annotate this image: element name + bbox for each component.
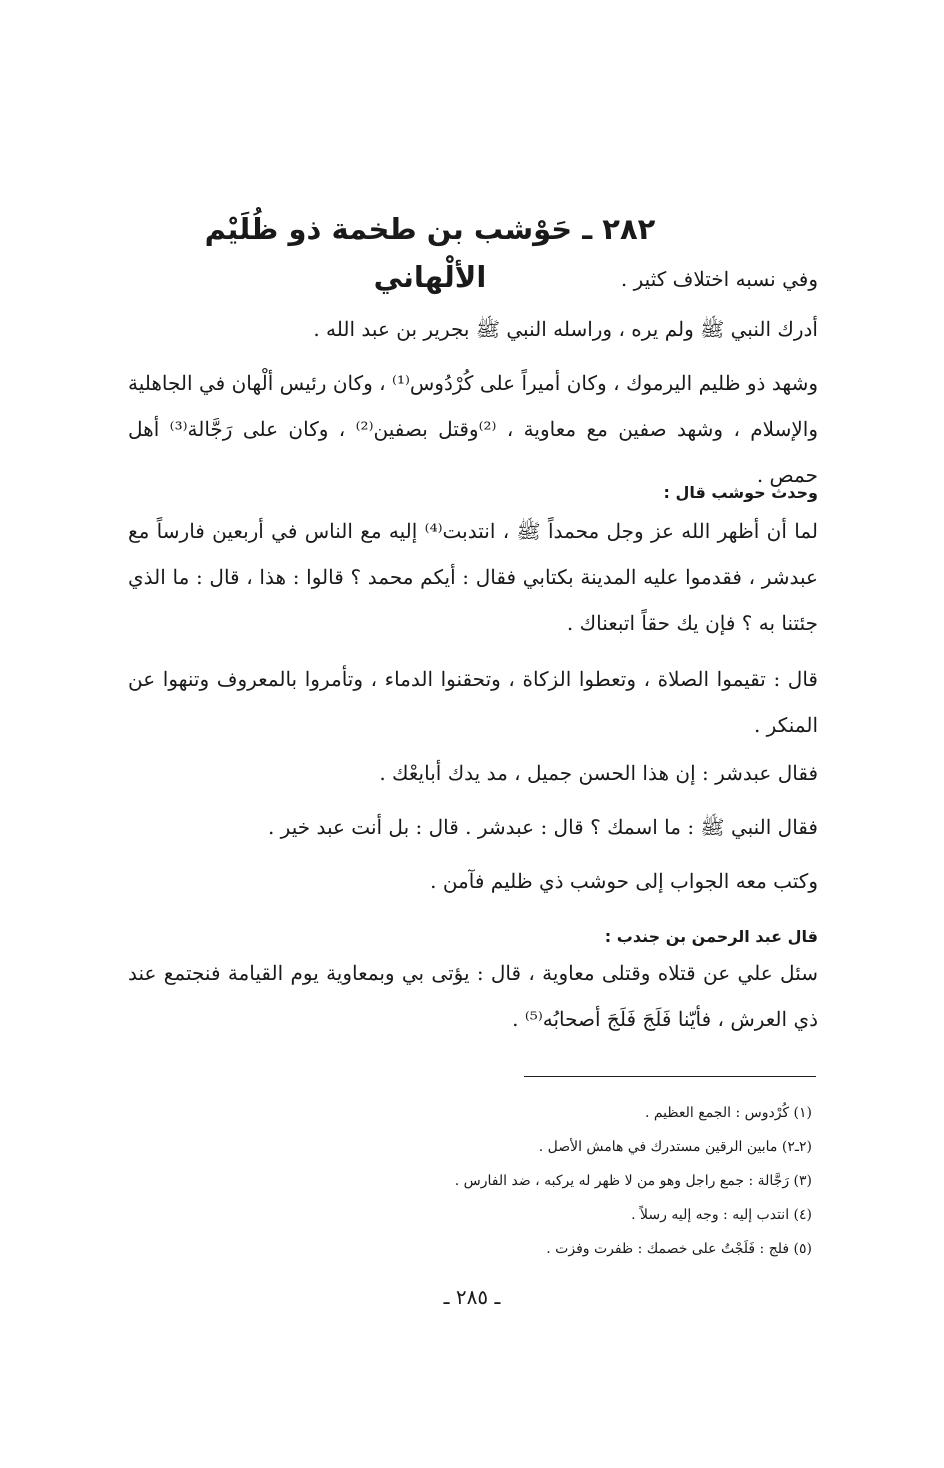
paragraph-yarmouk: وشهد ذو ظليم اليرموك ، وكان أميراً على كُرْدُوس⁽¹⁾ ، وكان رئيس ألْهان في الجاهلية والإسلام ، وشهد صفين مع معاوية ، ⁽²⁾وقتل بصفين⁽²⁾ ، وكان على رَجَّالة⁽³⁾ أهل حمص . — [128, 371, 818, 487]
narration-heading-abdulrahman: قال عبد الرحمن بن جندب : — [604, 927, 818, 946]
paragraph-prophet-reply: قال : تقيموا الصلاة ، وتعطوا الزكاة ، وتحقنوا الدماء ، وتأمروا بالمعروف وتنهوا عن المنكر . — [128, 667, 818, 737]
footnotes-list — [455, 1096, 812, 1266]
page-number: ـ ٢٨٥ ـ — [443, 1285, 501, 1309]
paragraph-lineage: وفي نسبه اختلاف كثير . — [620, 267, 818, 291]
paragraph-ali-question: سئل علي عن قتلاه وقتلى معاوية ، قال : يؤتى بي وبمعاوية يوم القيامة فنجتمع عند ذي العرش ، فأيّنا فَلَجَ فَلَجَ أصحابُه⁽⁵⁾ . — [128, 961, 818, 1031]
footnote-4: (٤) انتدب إليه : وجه إليه رسلاً . — [631, 1207, 812, 1223]
narration-heading-hawshab: وحدث حوشب قال : — [663, 483, 818, 502]
footnote-2: (٢ـ٢) مابين الرقين مستدرك في هامش الأصل . — [538, 1139, 812, 1155]
footnote-1: (١) كُرْدوس : الجمع العظيم . — [644, 1105, 812, 1121]
paragraph-name-change: فقال النبي ﷺ : ما اسمك ؟ قال : عبدشر . قال : بل أنت عبد خير . — [267, 815, 818, 839]
paragraph-letter: وكتب معه الجواب إلى حوشب ذي ظليم فآمن . — [430, 869, 818, 893]
entry-title: ٢٨٢ ـ حَوْشب بن طخمة ذو ظُلَيْم الألْهاني — [204, 212, 656, 295]
footnote-divider — [524, 1076, 816, 1077]
paragraph-delegation: لما أن أظهر الله عز وجل محمداً ﷺ ، انتدبت⁽⁴⁾ إليه مع الناس في أربعين فارساً مع عبدشر ، فقدموا عليه المدينة بكتابي فقال : أيكم محمد ؟ قالوا : هذا ، قال : ما الذي جئتنا به ؟ فإن يك حقاً اتبعناك . — [128, 519, 818, 635]
footnote-3: (٣) رَجَّالة : جمع راجل وهو من لا ظهر له يركبه ، ضد الفارس . — [454, 1173, 812, 1189]
footnote-5: (٥) فلج : فَلَجْتُ على خصمك : ظفرت وفزت . — [546, 1241, 812, 1257]
paragraph-abdshar-pledge: فقال عبدشر : إن هذا الحسن جميل ، مد يدك أبايعْك . — [379, 761, 818, 785]
paragraph-met-prophet: أدرك النبي ﷺ ولم يره ، وراسله النبي ﷺ بجرير بن عبد الله . — [313, 317, 818, 341]
